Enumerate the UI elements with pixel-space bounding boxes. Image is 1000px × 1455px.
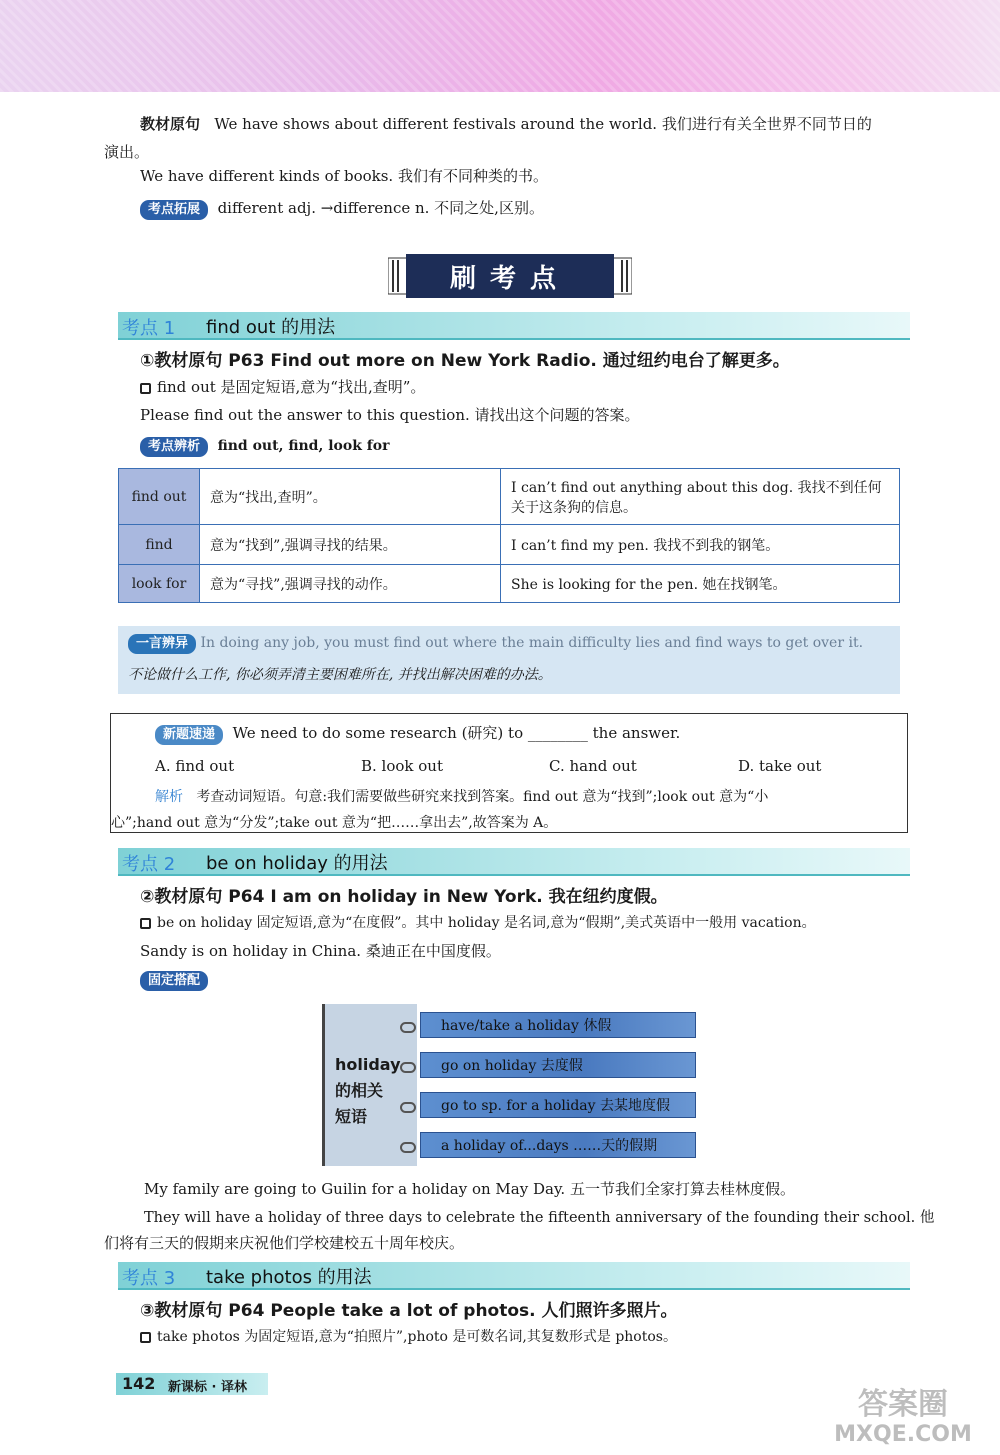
exercise-box (110, 713, 908, 833)
table-example: She is looking for the pen. 她在找钢笔。 (501, 565, 900, 603)
answer-text-2: 心”;hand out 意为“分发”;take out 意为“把……拿出去”,故答案为 A。 (111, 815, 558, 831)
bullet-icon (140, 1332, 151, 1343)
ring-icon (400, 1062, 416, 1073)
exercise-answer-1 (155, 786, 905, 806)
ring-icon (400, 1022, 416, 1033)
table-meaning: 意为“找到”,强调寻找的结果。 (200, 525, 501, 565)
option-c: C. hand out (549, 757, 637, 775)
sec2-ex1: My family are going to Guilin for a holiday on May Day. 五一节我们全家打算去桂林度假。 (144, 1180, 795, 1198)
sec2-note (140, 912, 816, 932)
table-term: find out (119, 469, 200, 525)
chain-item-3: go to sp. for a holiday 去某地度假 (420, 1092, 696, 1118)
comparison-table (118, 468, 900, 603)
table-term: look for (119, 565, 200, 603)
sec3-num: 考点 3 (122, 1268, 176, 1289)
quote-cn: 不论做什么工作, 你必须弄清主要困难所在, 并找出解决困难的办法。 (128, 667, 552, 683)
chain-item-2: go on holiday 去度假 (420, 1052, 696, 1078)
table-row (119, 525, 900, 565)
quote-box (118, 626, 900, 694)
table-example: I can’t find my pen. 我找不到我的钢笔。 (501, 525, 900, 565)
ring-icon (400, 1102, 416, 1113)
quote-tag: 一言辨异 (128, 634, 196, 654)
page-number: 142 (122, 1374, 156, 1393)
ring-icon (400, 1142, 416, 1153)
intro-line1b: 演出。 (104, 143, 150, 161)
watermark-url: MXQE.COM (834, 1422, 972, 1447)
intro-line2: We have different kinds of books. 我们有不同种类的书。 (140, 167, 548, 185)
analysis-title: find out, find, look for (217, 438, 390, 454)
table-row (119, 565, 900, 603)
sec3-note (140, 1326, 677, 1346)
sec2-ex2a: They will have a holiday of three days to celebrate the fifteenth anniversary of the founding their school. 他 (144, 1210, 935, 1226)
chain-label-3: 短语 (335, 1107, 368, 1126)
series-name: 新课标 · 译林 (168, 1380, 247, 1395)
exercise-question-line (155, 722, 680, 745)
sec3-note-text: take photos 为固定短语,意为“拍照片”,photo 是可数名词,其复数形式是 photos。 (157, 1329, 677, 1345)
sec1-analysis (140, 436, 390, 457)
table-term: find (119, 525, 200, 565)
sec2-example: Sandy is on holiday in China. 桑迪正在中国度假。 (140, 942, 501, 960)
sec1-num: 考点 1 (122, 318, 176, 339)
analysis-tag: 考点辨析 (140, 437, 208, 457)
answer-label: 解析 (155, 789, 183, 805)
sec1-bar (118, 312, 910, 340)
answer-text-1: 考查动词短语。句意:我们需要做些研究来找到答案。find out 意为“找到”;look out 意为“小 (196, 789, 769, 805)
sec1-note-text: find out 是固定短语,意为“找出,查明”。 (157, 378, 426, 396)
sec1-orig: ①教材原句 P63 Find out more on New York Radio. 通过纽约电台了解更多。 (140, 351, 790, 371)
top-banner (0, 0, 1000, 92)
option-d: D. take out (738, 757, 822, 775)
chain-item-1: have/take a holiday 休假 (420, 1012, 696, 1038)
expand-text: different adj. →difference n. 不同之处,区别。 (217, 199, 544, 217)
watermark (818, 1388, 988, 1448)
sec2-num: 考点 2 (122, 854, 176, 875)
sec3-title: take photos 的用法 (206, 1267, 372, 1288)
table-row (119, 469, 900, 525)
bullet-icon (140, 918, 151, 929)
table-meaning: 意为“找出,查明”。 (200, 469, 501, 525)
sec2-bar (118, 848, 910, 876)
watermark-cn: 答案圈 (858, 1387, 948, 1422)
sec1-title: find out 的用法 (206, 317, 336, 338)
chain-label-1: holiday (335, 1055, 401, 1074)
chain-item-4: a holiday of...days ……天的假期 (420, 1132, 696, 1158)
fixed-tag: 固定搭配 (140, 971, 208, 991)
sec1-note (140, 376, 425, 397)
sec2-title: be on holiday 的用法 (206, 853, 388, 874)
sec2-note-text: be on holiday 固定短语,意为“在度假”。其中 holiday 是名词,意为“假期”,美式英语中一般用 vacation。 (157, 915, 816, 931)
section-heading (388, 254, 632, 298)
expand-tag: 考点拓展 (140, 200, 208, 220)
sec2-fixed (140, 970, 208, 991)
intro-sentence (140, 110, 920, 138)
chain-label (335, 1052, 401, 1130)
intro-expand (140, 196, 544, 220)
quote-en: In doing any job, you must find out where the main difficulty lies and find ways to get over it. (200, 635, 864, 651)
heading-text: 刷考点 (449, 264, 570, 294)
chain-label-2: 的相关 (335, 1081, 384, 1100)
quote-en-line (128, 634, 898, 654)
intro-label: 教材原句 (140, 115, 201, 133)
table-meaning: 意为“寻找”,强调寻找的动作。 (200, 565, 501, 603)
footer-bar (116, 1373, 268, 1395)
exercise-tag: 新题速递 (155, 725, 223, 745)
sec2-ex2b: 们将有三天的假期来庆祝他们学校建校五十周年校庆。 (104, 1234, 465, 1252)
intro-line1: We have shows about different festivals around the world. 我们进行有关全世界不同节日的 (214, 115, 872, 133)
table-example: I can’t find out anything about this dog. 我找不到任何关于这条狗的信息。 (501, 469, 900, 525)
exercise-question: We need to do some research (研究) to ________ the answer. (232, 724, 681, 742)
sec2-orig: ②教材原句 P64 I am on holiday in New York. 我在纽约度假。 (140, 887, 668, 907)
option-b: B. look out (361, 757, 443, 775)
sec3-bar (118, 1262, 910, 1290)
bullet-icon (140, 383, 151, 394)
sec1-example: Please find out the answer to this question. 请找出这个问题的答案。 (140, 406, 640, 424)
sec3-orig: ③教材原句 P64 People take a lot of photos. 人们照许多照片。 (140, 1301, 678, 1321)
option-a: A. find out (155, 757, 235, 775)
